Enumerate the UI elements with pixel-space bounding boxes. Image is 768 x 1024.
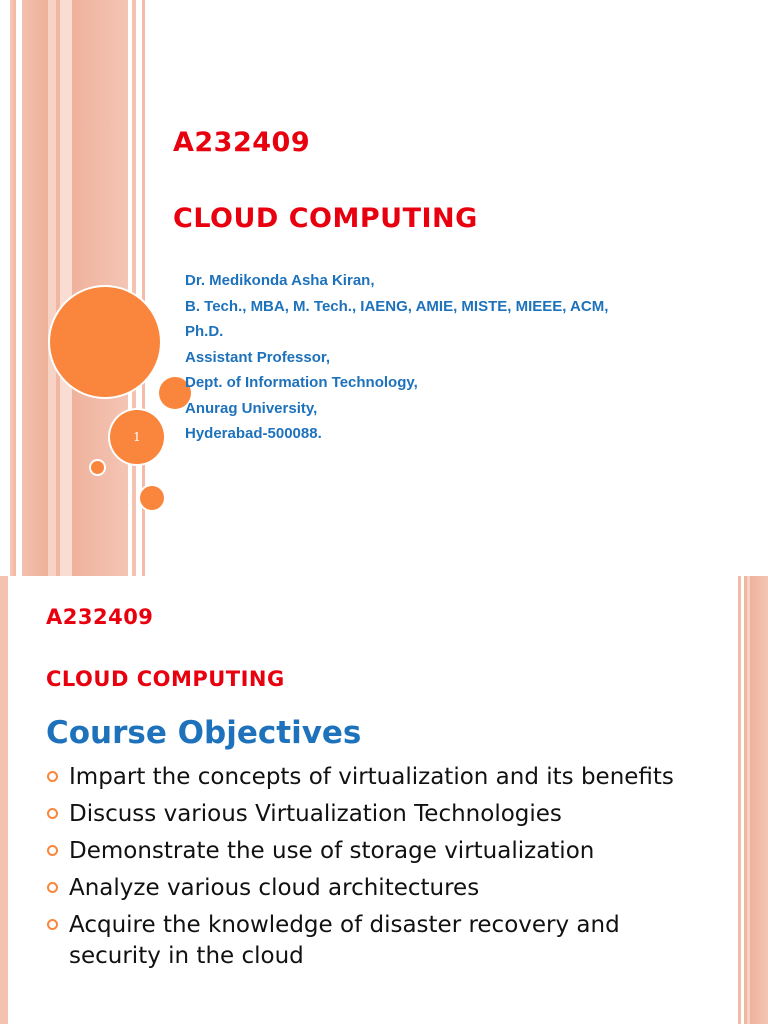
slide-number: 1 — [133, 430, 141, 444]
author-line: Dr. Medikonda Asha Kiran, — [185, 272, 375, 289]
list-item — [46, 910, 696, 972]
list-item — [46, 836, 696, 867]
bullet-ring-icon — [47, 808, 58, 819]
decorative-circle — [50, 287, 160, 397]
list-item-text: Analyze various cloud architectures — [69, 875, 480, 901]
decorative-stripes — [736, 576, 768, 1024]
course-code: A232409 — [173, 127, 311, 158]
decorative-border — [0, 576, 8, 1024]
list-item — [46, 799, 696, 830]
bullet-ring-icon — [47, 919, 58, 930]
author-line: Dept. of Information Technology, — [185, 374, 418, 391]
author-line: Assistant Professor, — [185, 348, 331, 366]
author-line: Ph.D. — [185, 323, 224, 340]
author-line: Hyderabad-500088. — [185, 425, 322, 442]
list-item-text: Discuss various Virtualization Technologies — [69, 801, 562, 827]
list-item — [46, 762, 696, 793]
list-item — [46, 873, 696, 904]
bullet-ring-icon — [47, 771, 58, 782]
bullet-ring-icon — [47, 882, 58, 893]
decorative-circle — [91, 461, 104, 474]
author-block — [185, 268, 745, 447]
list-item-text: Acquire the knowledge of disaster recovery and security in the cloud — [69, 912, 620, 969]
list-item-text: Impart the concepts of virtualization and its benefits — [69, 764, 674, 790]
slide-heading: Course Objectives — [46, 715, 362, 751]
slide-number-badge — [110, 410, 164, 464]
decorative-stripes — [0, 0, 150, 576]
objectives-list — [46, 762, 696, 978]
decorative-circle — [140, 486, 164, 510]
course-title: CLOUD COMPUTING — [173, 203, 478, 234]
bullet-ring-icon — [47, 845, 58, 856]
author-line: B. Tech., MBA, M. Tech., IAENG, AMIE, MISTE, MIEEE, ACM, — [185, 297, 609, 315]
course-code: A232409 — [46, 605, 154, 629]
course-title: CLOUD COMPUTING — [46, 667, 285, 691]
author-line: Anurag University, — [185, 399, 318, 417]
list-item-text: Demonstrate the use of storage virtualization — [69, 838, 595, 864]
